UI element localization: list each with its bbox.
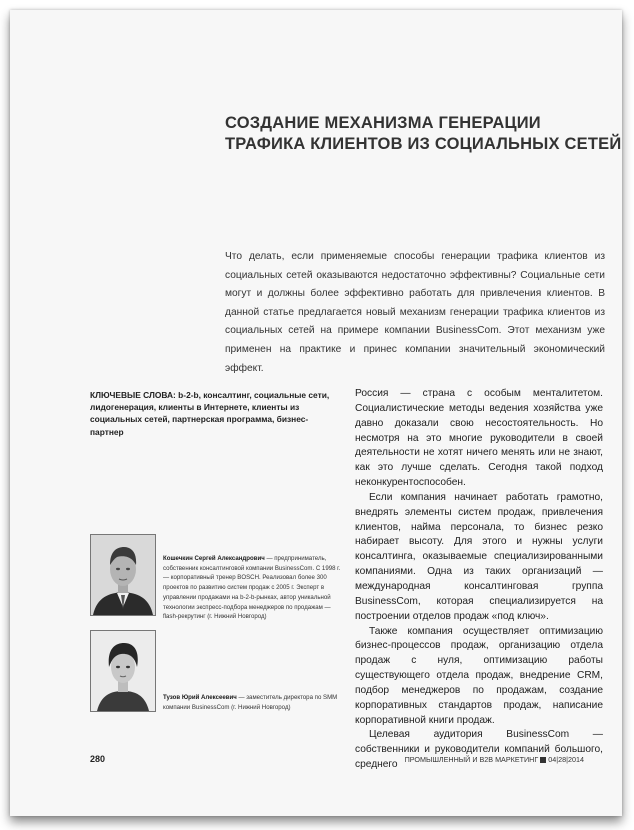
- body-paragraph-4: Целевая аудитория BusinessCom — собственники и руководители компаний большого, среднего: [355, 729, 603, 771]
- author-description-1: — предприниматель, собственник консалтинговой компании BusinessCom. С 1998 г. — корпоративный тренер BOSCH. Реализовал более 300 проектов по развитию систем продаж с 2005 г. Эксперт в управлении продажами на b-2-b-рынках, автор уникальной технологии экспресс-подбора менеджеров по продажам — flash-рекрутинг (г. Нижний Новгород): [163, 555, 341, 621]
- author-photo-1: [90, 534, 156, 616]
- author-photo-2: [90, 630, 156, 712]
- issue-number: 04|28|2014: [548, 755, 584, 764]
- body-paragraph-1: Россия — страна с особым менталитетом. Социалистические методы ведения хозяйства уже давно доказали свою несостоятельность. Но несмотря на это многие руководители в своей деятельности не хотят ничего менять или не знают, как это лучше сделать. Сегодня такой подход неконкурентоспособен.: [355, 388, 603, 489]
- running-footer: [405, 755, 584, 764]
- magazine-page: [10, 10, 622, 816]
- page-number: 280: [90, 754, 106, 764]
- article-lead: Что делать, если применяемые способы генерации трафика клиентов из социальных сетей оказываются недостаточно эффективны? Социальные сети могут и должны более эффективно работать для привлечения клиентов. В данной статье предлагается новый механизм генерации трафика клиентов из социальных сетей на примере компании BusinessCom. Этот механизм уже применен на практике и принес компании значительный экономический эффект.: [225, 251, 605, 374]
- author-bio-1: [163, 554, 341, 622]
- article-body: [355, 387, 603, 773]
- keywords: КЛЮЧЕВЫЕ СЛОВА: b-2-b, консалтинг, социальные сети, лидогенерация, клиенты в Интернете, клиенты из социальных сетей, партнерская программа, бизнес-партнер: [90, 390, 330, 437]
- body-paragraph-2: Если компания начинает работать грамотно, внедрять элементы систем продаж, привлечения клиентов, найма персонала, то бизнес резко набирает высоту. Для этого и нужны услуги консалтинга, оказываемые специализированными компаниями. Одна из таких организаций — международная консалтинговая группа BusinessCom, которая специализируется на построении отделов продаж «под ключ».: [355, 491, 603, 622]
- author-bio-2: [163, 693, 341, 712]
- square-bullet-icon: [540, 757, 546, 763]
- author-description-2: — заместитель директора по SMM компании BusinessCom (г. Нижний Новгород): [163, 694, 338, 711]
- author-name-1: Кошечкин Сергей Александрович: [163, 555, 265, 562]
- author-name-2: Тузов Юрий Алексеевич: [163, 694, 237, 701]
- article-title: [225, 113, 622, 155]
- body-paragraph-3: Также компания осуществляет оптимизацию бизнес-процессов продаж, организацию отдела продаж с нуля, оптимизацию работы существующего отдела продаж, внедрение CRM, подбор менеджеров по продажам, создание корпоративных стандартов продаж, написание корпоративной книги продаж.: [355, 625, 603, 726]
- title-line-2: ТРАФИКА КЛИЕНТОВ ИЗ СОЦИАЛЬНЫХ СЕТЕЙ: [225, 135, 622, 153]
- title-line-1: СОЗДАНИЕ МЕХАНИЗМА ГЕНЕРАЦИИ: [225, 114, 541, 132]
- journal-name: ПРОМЫШЛЕННЫЙ И B2B МАРКЕТИНГ: [404, 755, 539, 764]
